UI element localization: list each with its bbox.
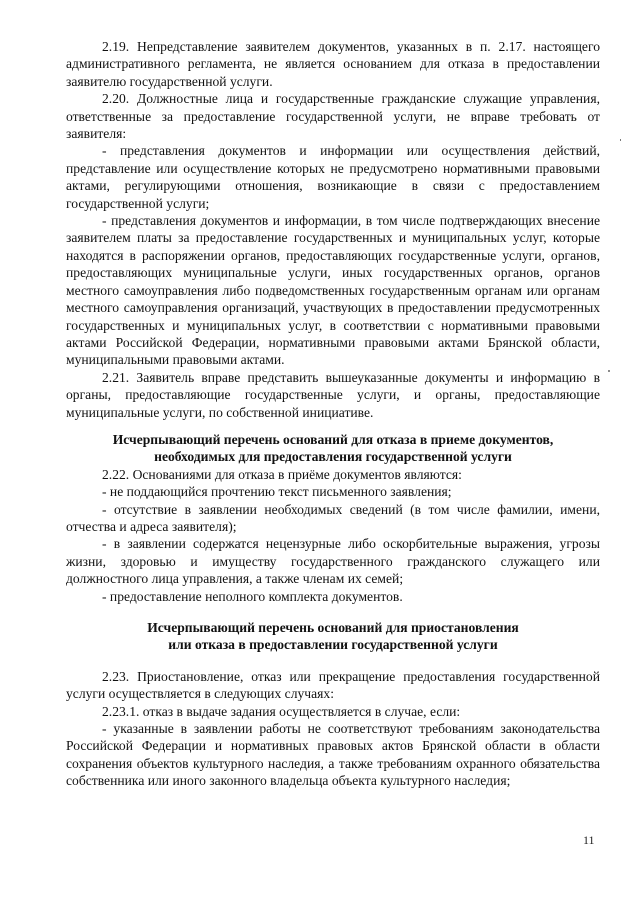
paragraph-2-22: 2.22. Основаниями для отказа в приёме документов являются: [102, 466, 462, 482]
paragraph-2-23-1: 2.23.1. отказ в выдаче задания осуществляется в случае, если: [102, 703, 461, 719]
list-item: - не поддающийся прочтению текст письменного заявления; [102, 484, 452, 500]
paragraph-2-19: 2.19. Непредставление заявителем документов, указанных в п. 2.17. настоящего административного регламента, не является основанием для отказа в предоставлении заявителю государственной услуги. [66, 39, 600, 89]
heading-line: Исчерпывающий перечень оснований для отказа в приеме документов, [112, 431, 554, 447]
list-item: - в заявлении содержатся нецензурные либо оскорбительные выражения, угрозы жизни, здоровью и имуществу государственного гражданского служащего или должностного лица управления, а также членам их семей; [66, 536, 600, 587]
paragraph-2-23: 2.23. Приостановление, отказ или прекращение предоставления государственной услуги осуществляется в следующих случаях: [66, 668, 600, 702]
heading-line: Исчерпывающий перечень оснований для приостановления [147, 620, 519, 635]
paragraph-2-21: 2.21. Заявитель вправе представить вышеуказанные документы и информацию в органы, предоставляющие государственные услуги, и органы, предоставляющие муниципальные услуги, по собственной инициативе. [66, 369, 600, 420]
list-item: - представления документов и информации, в том числе подтверждающих внесение заявителем платы за предоставление государственных и муниципальных услуг, которые находятся в распоряжении органов, предоставляющих государственные услуги, органов, предоставляющих муниципальные услуги, иных государственных органов, органов местного самоуправления либо подведомственных государственным органам или органам местного самоуправления организаций, участвующих в предоставлении предусмотренных государственных и муниципальных услуг, в соответствии с нормативными правовыми актами Российской Федерации, нормативными правовыми актами Брянской области, муниципальными правовыми актами. [66, 213, 600, 368]
section-heading-refusal-acceptance [66, 431, 600, 466]
page-number: 11 [583, 833, 595, 847]
spacer [66, 421, 600, 431]
list-item: - отсутствие в заявлении необходимых сведений (в том числе фамилии, имени, отчества и адреса заявителя); [66, 501, 600, 534]
heading-line: или отказа в предоставлении государственной услуги [168, 637, 498, 653]
list-item: - представления документов и информации или осуществления действий, представление или осуществление которых не предусмотрено нормативными правовыми актами, регулирующими отношения, возникающие в связи с предоставлением государственной услуги; [66, 143, 600, 211]
scan-speck [608, 370, 610, 372]
list-item: - указанные в заявлении работы не соответствуют требованиям законодательства Российской Федерации и нормативных правовых актов Брянской области в области сохранения объектов культурного наследия, а также требованиям охранного обязательства собственника или иного законного владельца объекта культурного наследия; [66, 721, 600, 789]
scan-speck [620, 139, 621, 141]
list-item: - предоставление неполного комплекта документов. [102, 588, 403, 604]
paragraph-2-20: 2.20. Должностные лица и государственные гражданские служащие управления, ответственные за предоставление государственной услуги, не вправе требовать от заявителя: [66, 91, 600, 142]
heading-line: необходимых для предоставления государственной услуги [154, 449, 512, 465]
section-heading-suspension-refusal [66, 619, 600, 654]
document-page [66, 38, 600, 790]
spacer [66, 605, 600, 619]
spacer [66, 654, 600, 668]
